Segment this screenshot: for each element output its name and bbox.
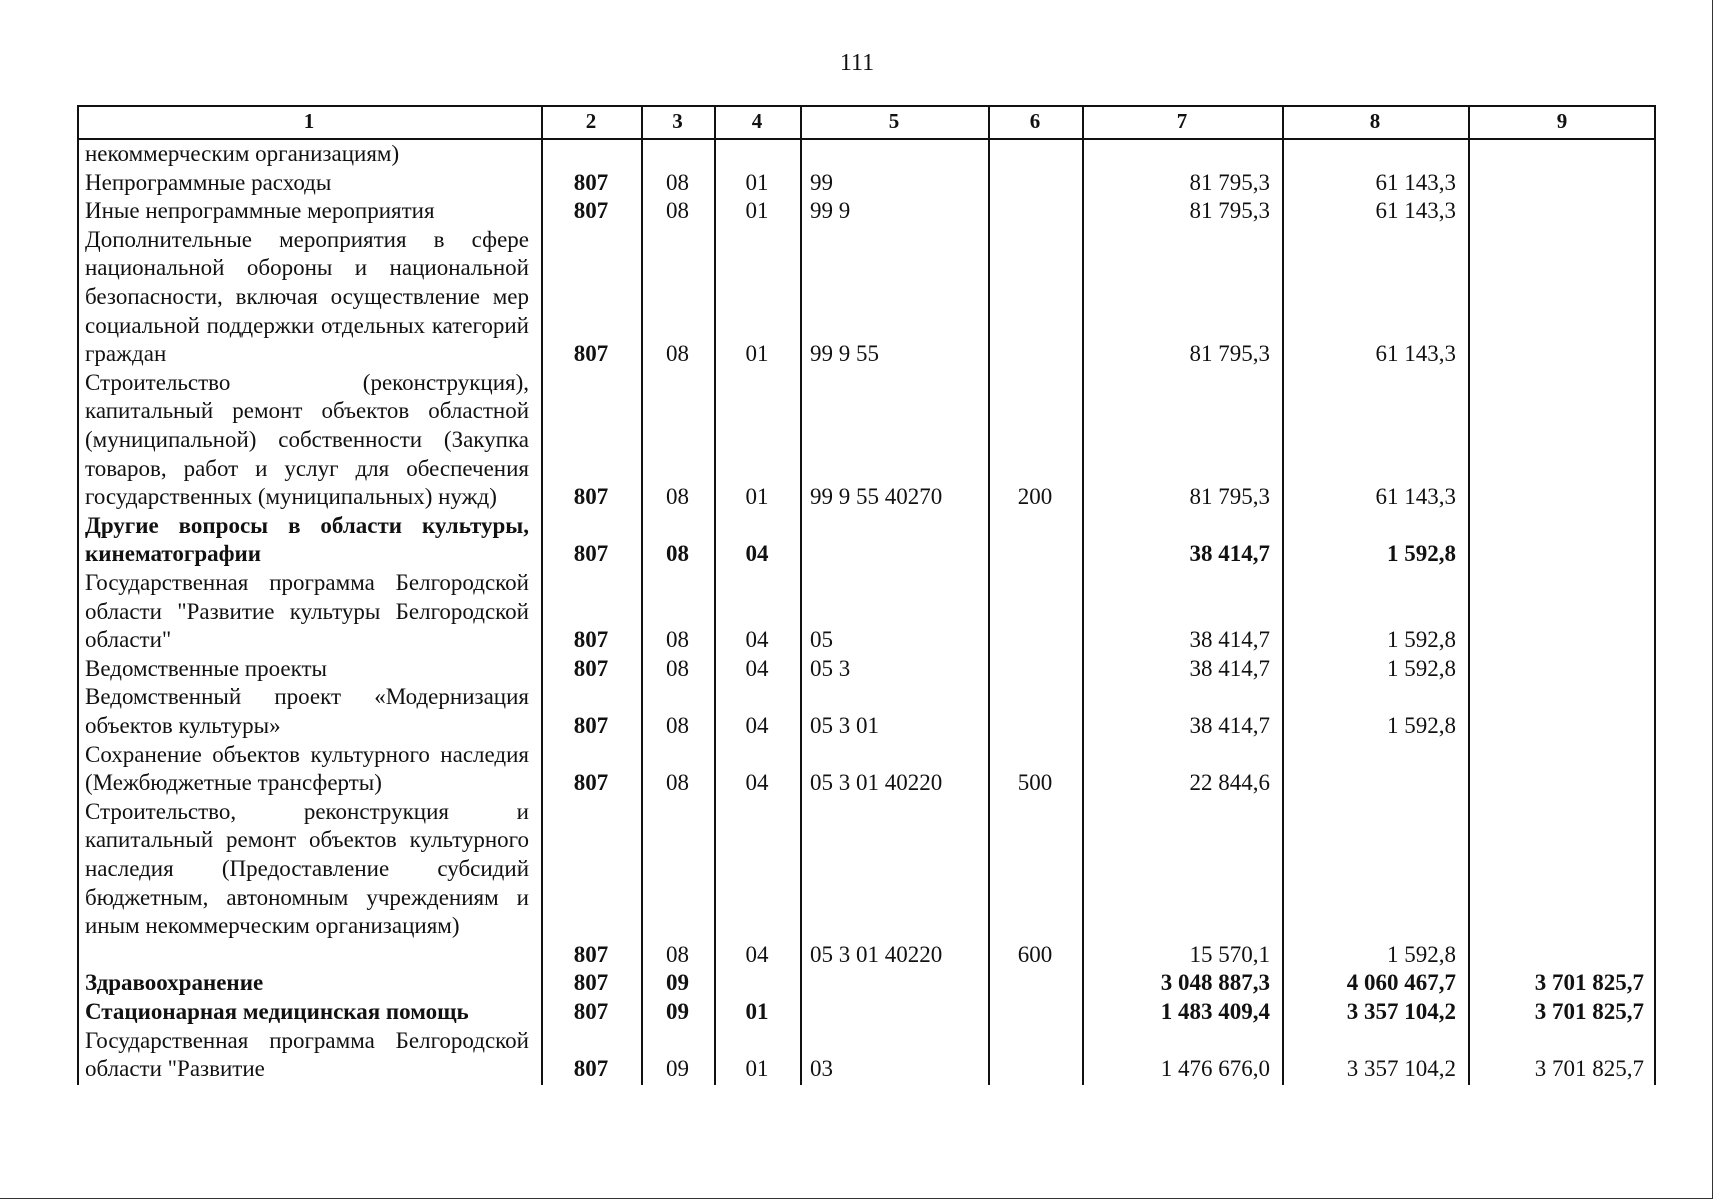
cell-col-7: 1 483 409,4 <box>1160 999 1270 1024</box>
cell-col-2: 807 <box>573 541 609 567</box>
row-description: Стационарная медицинская помощь <box>85 999 469 1024</box>
cell-col-5: 05 3 <box>810 655 851 681</box>
row-description: Здравоохранение <box>85 970 264 996</box>
row-description: Ведомственный проект «Модернизация объектов культуры» <box>85 684 529 738</box>
cell-col-9: 3 701 825,7 <box>1534 970 1644 996</box>
column-header: 2 <box>585 109 597 133</box>
cell-col-8: 61 143,3 <box>1375 341 1456 367</box>
cell-col-5: 99 9 55 <box>810 341 879 367</box>
row-description: Другие вопросы в области культуры, кинематографии <box>85 512 529 567</box>
cell-col-5 <box>810 998 988 1027</box>
column-header: 5 <box>888 109 900 133</box>
cell-col-4: 04 <box>745 770 769 796</box>
cell-col-5: 05 3 01 40220 <box>810 941 943 967</box>
cell-col-9 <box>1468 769 1644 798</box>
cell-col-7: 38 414,7 <box>1189 655 1270 681</box>
cell-col-4 <box>714 140 800 169</box>
cell-col-8: 3 357 104,2 <box>1346 999 1456 1024</box>
cell-col-4: 04 <box>745 627 769 653</box>
cell-col-4: 01 <box>745 198 769 224</box>
cell-col-4: 04 <box>745 712 769 738</box>
cell-col-3: 08 <box>666 541 689 567</box>
cell-col-6 <box>988 626 1082 655</box>
cell-col-6 <box>988 655 1082 684</box>
cell-col-2: 807 <box>573 484 609 510</box>
cell-col-7: 38 414,7 <box>1189 712 1270 738</box>
cell-col-3: 08 <box>666 484 689 510</box>
cell-col-7: 81 795,3 <box>1189 169 1270 195</box>
cell-col-4: 01 <box>745 484 769 510</box>
budget-table <box>77 105 1656 1085</box>
cell-col-9: 3 701 825,7 <box>1534 1056 1644 1082</box>
cell-col-9 <box>1468 941 1644 970</box>
column-header: 7 <box>1176 109 1188 133</box>
column-header: 3 <box>672 109 683 133</box>
cell-col-2: 807 <box>573 627 609 653</box>
cell-col-7: 38 414,7 <box>1189 627 1270 653</box>
cell-col-7: 81 795,3 <box>1189 341 1270 367</box>
cell-col-7: 3 048 887,3 <box>1160 970 1270 996</box>
cell-col-9 <box>1468 197 1644 226</box>
table-row <box>77 369 1656 512</box>
cell-col-5 <box>810 969 988 998</box>
row-description: Иные непрограммные мероприятия <box>85 198 435 224</box>
cell-col-7: 38 414,7 <box>1189 541 1270 567</box>
cell-col-7 <box>1082 140 1270 169</box>
table-row <box>77 741 1656 798</box>
cell-col-6: 200 <box>1017 484 1053 510</box>
cell-col-4: 01 <box>745 169 769 195</box>
cell-col-3: 08 <box>666 941 689 967</box>
row-description: Строительство (реконструкция), капитальный ремонт объектов областной (муниципальной) собственности (Закупка товаров, работ и услуг для обеспечения государственных (муниципальных) нужд) <box>85 369 529 510</box>
cell-col-4 <box>714 969 800 998</box>
column-header: 8 <box>1369 109 1381 133</box>
cell-col-8: 61 143,3 <box>1375 198 1456 224</box>
cell-col-7: 81 795,3 <box>1189 484 1270 510</box>
row-description: Сохранение объектов культурного наследия (Межбюджетные трансферты) <box>85 741 529 796</box>
cell-col-8 <box>1282 140 1456 169</box>
cell-col-2: 807 <box>573 655 609 681</box>
column-header: 9 <box>1556 109 1568 133</box>
cell-col-6 <box>988 169 1082 198</box>
table-row <box>77 998 1656 1027</box>
table-row <box>77 226 1656 369</box>
cell-col-8: 4 060 467,7 <box>1346 970 1456 996</box>
table-row <box>77 1027 1656 1084</box>
cell-col-6 <box>988 197 1082 226</box>
cell-col-9 <box>1468 655 1644 684</box>
table-row <box>77 655 1656 684</box>
cell-col-6: 500 <box>1017 770 1053 796</box>
cell-col-5: 05 3 01 40220 <box>810 770 943 796</box>
table-row <box>77 512 1656 569</box>
cell-col-7: 1 476 676,0 <box>1160 1056 1270 1082</box>
cell-col-6 <box>988 540 1082 569</box>
column-header: 4 <box>751 109 763 133</box>
cell-col-9: 3 701 825,7 <box>1534 999 1644 1024</box>
cell-col-6 <box>988 140 1082 169</box>
cell-col-6 <box>988 712 1082 741</box>
cell-col-3: 08 <box>666 770 689 796</box>
cell-col-5: 99 9 55 40270 <box>810 484 943 510</box>
cell-col-8: 1 592,8 <box>1387 712 1456 738</box>
cell-col-6 <box>988 969 1082 998</box>
cell-col-5: 05 <box>810 627 833 653</box>
cell-col-5: 05 3 01 <box>810 712 879 738</box>
cell-col-9 <box>1468 712 1644 741</box>
cell-col-3: 08 <box>666 198 689 224</box>
cell-col-3: 08 <box>666 655 689 681</box>
cell-col-8: 3 357 104,2 <box>1346 1056 1456 1082</box>
table-row <box>77 569 1656 655</box>
row-description: Государственная программа Белгородской области "Развитие <box>85 1027 529 1082</box>
cell-col-8: 1 592,8 <box>1387 627 1456 653</box>
cell-col-7: 81 795,3 <box>1189 198 1270 224</box>
cell-col-8: 1 592,8 <box>1387 541 1456 567</box>
cell-col-2: 807 <box>573 941 609 967</box>
cell-col-5: 99 <box>810 169 833 195</box>
cell-col-7: 15 570,1 <box>1189 941 1270 967</box>
row-description: Непрограммные расходы <box>85 169 332 195</box>
cell-col-3: 09 <box>666 999 689 1024</box>
cell-col-5 <box>810 140 988 169</box>
cell-col-2: 807 <box>573 341 609 367</box>
cell-col-2: 807 <box>573 712 609 738</box>
cell-col-3 <box>641 140 714 169</box>
cell-col-9 <box>1468 140 1644 169</box>
cell-col-9 <box>1468 626 1644 655</box>
page-number: 111 <box>839 50 875 76</box>
row-description: Ведомственные проекты <box>85 655 327 681</box>
table-row <box>77 140 1656 169</box>
table-row <box>77 798 1656 970</box>
cell-col-4: 01 <box>745 341 769 367</box>
column-header: 1 <box>303 109 315 133</box>
table-row <box>77 197 1656 226</box>
cell-col-4: 04 <box>745 541 769 567</box>
cell-col-8: 61 143,3 <box>1375 169 1456 195</box>
row-description: Дополнительные мероприятия в сфере национальной обороны и национальной безопасности, включая осуществление мер социальной поддержки отдельных категорий граждан <box>85 226 529 367</box>
cell-col-8: 1 592,8 <box>1387 655 1456 681</box>
cell-col-3: 08 <box>666 627 689 653</box>
cell-col-2: 807 <box>573 198 609 224</box>
cell-col-9 <box>1468 483 1644 512</box>
cell-col-9 <box>1468 340 1644 369</box>
cell-col-9 <box>1468 540 1644 569</box>
cell-col-4: 01 <box>745 1056 769 1082</box>
cell-col-6 <box>988 998 1082 1027</box>
table-row <box>77 169 1656 198</box>
cell-col-2 <box>541 140 641 169</box>
cell-col-4: 04 <box>745 941 769 967</box>
table-row <box>77 969 1656 998</box>
cell-col-2: 807 <box>573 1056 609 1082</box>
cell-col-3: 08 <box>666 341 689 367</box>
cell-col-2: 807 <box>573 970 609 996</box>
row-description: Строительство, реконструкция и капитальный ремонт объектов культурного наследия (Предоставление субсидий бюджетным, автономным учреждениям и иным некоммерческим организациям) <box>85 798 529 939</box>
cell-col-2: 807 <box>573 999 609 1024</box>
cell-col-2: 807 <box>573 770 609 796</box>
cell-col-5 <box>810 540 988 569</box>
cell-col-3: 08 <box>666 712 689 738</box>
cell-col-8 <box>1282 769 1456 798</box>
cell-col-6 <box>988 340 1082 369</box>
table-row <box>77 683 1656 740</box>
row-description: некоммерческим организациям) <box>85 141 400 166</box>
cell-col-4: 04 <box>745 655 769 681</box>
cell-col-6: 600 <box>1017 941 1053 967</box>
cell-col-7: 22 844,6 <box>1189 770 1270 796</box>
cell-col-6 <box>988 1055 1082 1084</box>
cell-col-5: 03 <box>810 1056 833 1082</box>
cell-col-2: 807 <box>573 169 609 195</box>
cell-col-8: 1 592,8 <box>1387 941 1456 967</box>
cell-col-8: 61 143,3 <box>1375 484 1456 510</box>
cell-col-4: 01 <box>745 999 769 1024</box>
cell-col-3: 09 <box>666 1056 689 1082</box>
cell-col-5: 99 9 <box>810 198 851 224</box>
row-description: Государственная программа Белгородской области "Развитие культуры Белгородской области" <box>85 570 529 653</box>
column-header: 6 <box>1029 109 1041 133</box>
cell-col-3: 09 <box>666 970 689 996</box>
cell-col-3: 08 <box>666 169 689 195</box>
cell-col-9 <box>1468 169 1644 198</box>
